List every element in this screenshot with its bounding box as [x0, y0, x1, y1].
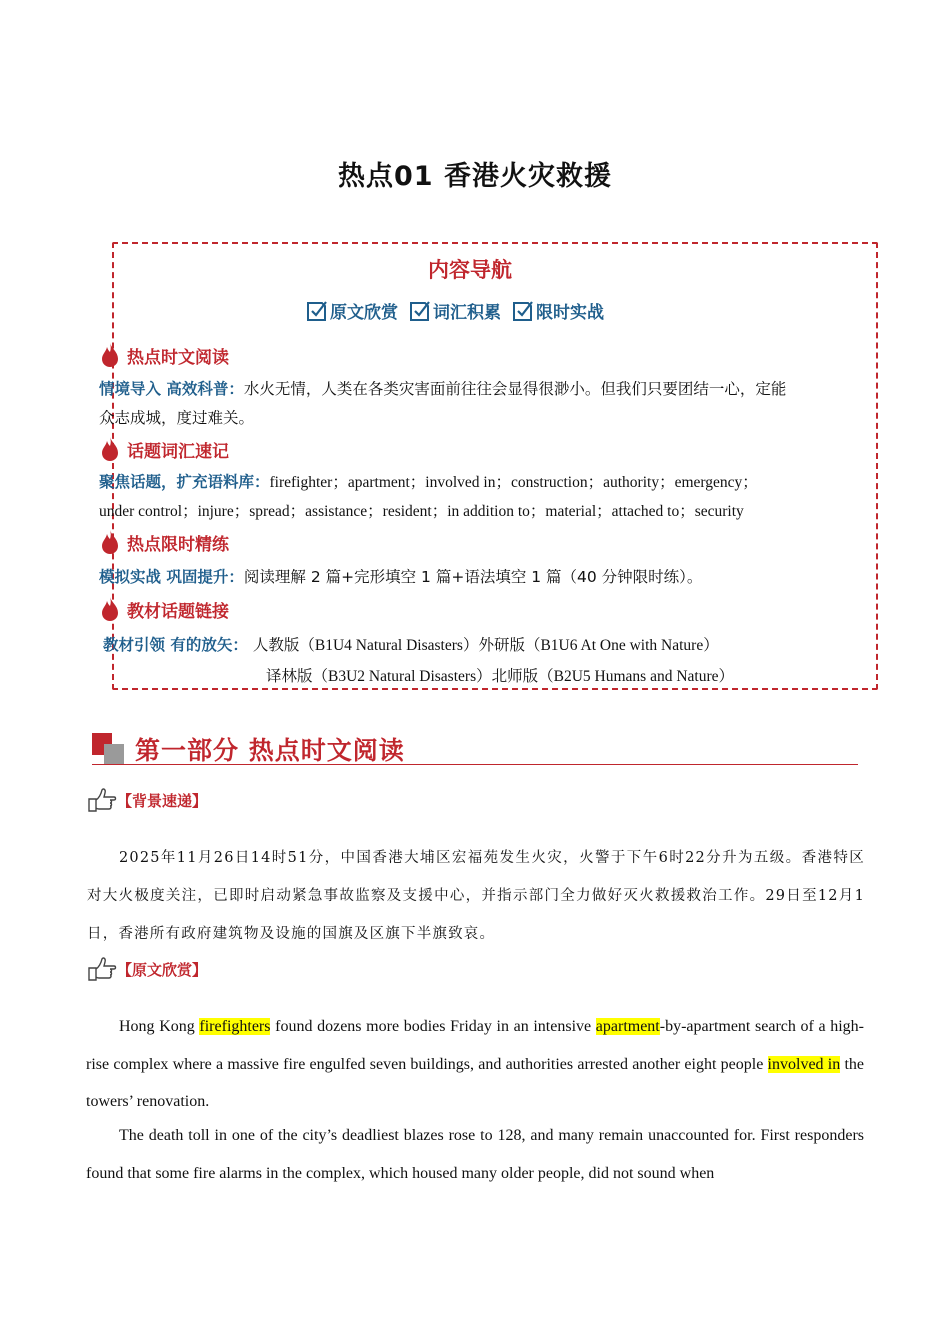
textbook-unit: （B3U2 Natural Disasters） — [312, 668, 492, 685]
section-title-text: 热点时文阅读 — [127, 347, 229, 368]
section-title-text: 热点限时精练 — [127, 534, 229, 555]
tab-label: 词汇积累 — [433, 303, 501, 323]
text-run: the towers’ renovation. — [86, 1055, 865, 1110]
section-label: 模拟实战 巩固提升： — [99, 568, 244, 586]
part-title: 第一部分 热点时文阅读 — [135, 736, 405, 765]
nav-heading: 内容导航 — [428, 258, 512, 282]
highlighted-word: involved in — [767, 1055, 841, 1073]
flame-icon — [101, 436, 119, 462]
section-title-text: 教材话题链接 — [127, 601, 229, 622]
original-tag — [87, 956, 207, 982]
background-paragraph: 2025年11月26日14时51分，中国香港大埔区宏福苑发生火灾，火警于下午6时22分升为五级。香港特区对大火极度关注，已即时启动紧急事故监察及支援中心，并指示部门全力做好灭火救援救治工作。29日至12月1日，香港所有政府建筑物及设施的国旗及区旗下半旗致哀。 — [87, 850, 865, 942]
section-title-text: 话题词汇速记 — [127, 441, 229, 462]
textbook-label: 外研版 — [478, 636, 525, 654]
section-title-vocab — [101, 436, 229, 462]
vocab-list: under control；injure；spread；assistance；resident；in addition to；material；attached to；security — [99, 503, 744, 520]
checkbox-icon — [305, 299, 329, 323]
tab-original[interactable] — [305, 298, 398, 323]
section-title-textbook — [101, 596, 229, 622]
tab-label: 原文欣赏 — [330, 303, 398, 323]
section-label: 聚焦话题，扩充语料库： — [99, 473, 270, 491]
pointing-hand-icon — [87, 787, 117, 813]
highlighted-word: firefighters — [199, 1018, 271, 1035]
text-run: Hong Kong — [119, 1018, 200, 1035]
background-tag — [87, 787, 207, 813]
highlighted-word: apartment — [595, 1018, 660, 1035]
text-run: -by-apartment search of a high-rise complex where a massive fire engulfed seven buildings, and authorities arrested another eight people — [86, 1018, 865, 1073]
tab-label: 限时实战 — [536, 303, 604, 323]
flame-icon — [101, 529, 119, 555]
section-text: 阅读理解 2 篇+完形填空 1 篇+语法填空 1 篇（40 分钟限时练）。 — [243, 568, 703, 586]
nav-tabs — [305, 298, 604, 323]
tab-practice[interactable] — [511, 298, 604, 323]
textbook-line — [266, 662, 734, 691]
page-title: 热点01 香港火灾救援 — [338, 161, 612, 192]
tag-label: 【背景速递】 — [117, 791, 208, 810]
flame-icon — [101, 342, 119, 368]
section-label: 教材引领 有的放矢： — [103, 636, 248, 654]
textbook-unit: （B1U4 Natural Disasters） — [299, 637, 479, 654]
checkbox-icon — [511, 299, 535, 323]
textbook-label: 北师版 — [491, 667, 539, 685]
article-paragraph: The death toll in one of the city’s deadliest blazes rose to 128, and many remain unaccounted for. First responders found that some fire alarms in the complex, which housed many older people, did not sound when — [86, 1127, 864, 1182]
tag-label: 【原文欣赏】 — [117, 960, 208, 979]
part-heading-block-icon — [104, 744, 124, 764]
checkbox-icon — [408, 299, 432, 323]
textbook-unit: （B2U5 Humans and Nature） — [538, 668, 734, 685]
section-title-reading — [101, 342, 229, 368]
text-run: found dozens more bodies Friday in an intensive — [270, 1018, 596, 1035]
section-text: 众志成城，度过难关。 — [99, 409, 255, 427]
textbook-label: 译林版 — [266, 667, 313, 685]
section-line — [99, 468, 758, 497]
section-title-practice — [101, 529, 229, 555]
textbook-label: 人教版 — [252, 636, 300, 654]
article-paragraph — [86, 1008, 864, 1121]
section-text: 水火无情，人类在各类灾害面前往往会显得很渺小。但我们只要团结一心，定能 — [243, 380, 787, 398]
section-line — [99, 375, 786, 404]
pointing-hand-icon — [87, 956, 117, 982]
vocab-list: firefighter；apartment；involved in；construction；authority；emergency； — [269, 474, 758, 491]
section-label: 情境导入 高效科普： — [99, 380, 244, 398]
tab-vocabulary[interactable] — [408, 298, 501, 323]
section-line — [99, 563, 702, 592]
flame-icon — [101, 596, 119, 622]
textbook-unit: （B1U6 At One with Nature） — [524, 637, 719, 654]
textbook-line — [103, 631, 719, 660]
